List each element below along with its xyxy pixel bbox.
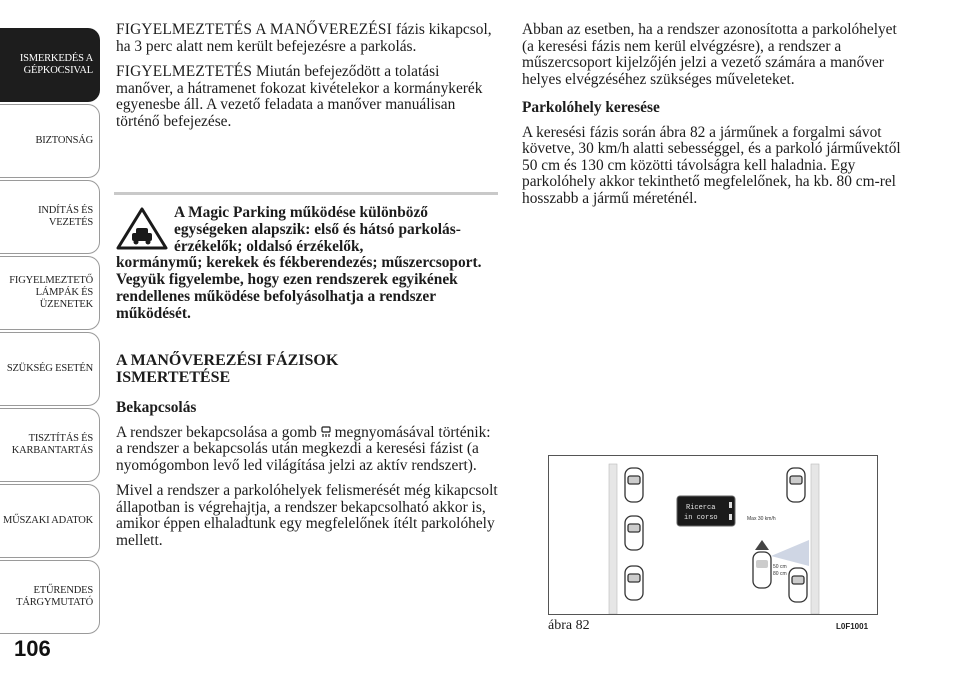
left-column-lower xyxy=(116,352,498,558)
paragraph-identified: Abban az esetben, ha a rendszer azonosította a parkolóhelyet (a keresési fázis nem kerül elvégzésre), a rendszer a műszercsoport kijelzőjén jelzi a vezető számára a manőver helyes elvégzéséhez szükséges műveleteket. xyxy=(522,21,897,88)
tab-muszaki[interactable]: MŰSZAKI ADATOK xyxy=(0,484,100,558)
moving-car xyxy=(753,540,771,588)
right-column xyxy=(522,22,906,216)
warning-text-indented: A Magic Parking működése különböző egységeken alapszik: első és hátsó parkolás-érzékelők; oldalsó érzékelők, xyxy=(174,204,461,255)
tab-biztonsag[interactable]: BIZTONSÁG xyxy=(0,104,100,178)
tab-inditas[interactable]: INDÍTÁS ÉS VEZETÉS xyxy=(0,180,100,254)
paragraph-warning-finish xyxy=(116,64,498,130)
left-column xyxy=(116,22,498,139)
warning-text-rest: kormánymű; kerekek és fékberendezés; műszercsoport. Vegyük figyelembe, hogy ezen rendszerek egyikének rendellenes működése befolyásolhatja a rendszer működését. xyxy=(116,254,482,322)
parking-button-icon xyxy=(321,426,331,438)
tab-targymutato[interactable]: ETŰRENDES TÁRGYMUTATÓ xyxy=(0,560,100,634)
tab-szukseg[interactable]: SZÜKSÉG ESETÉN xyxy=(0,332,100,406)
tab-ismerkedes[interactable]: ISMERKEDÉS A GÉPKOCSIVAL xyxy=(0,28,100,102)
parking-diagram xyxy=(549,456,878,615)
paragraph-activation: A rendszer bekapcsolása a gomb megnyomásával történik: a rendszer a bekapcsolás után megkezdi a keresési fázist (a nyomógombon levő led világítása jelzi az aktív rendszert). xyxy=(116,423,491,474)
instrument-display xyxy=(677,496,735,526)
tab-tisztitas[interactable]: TISZTÍTÁS ÉS KARBANTARTÁS xyxy=(0,408,100,482)
paragraph-search: A keresési fázis során ábra 82 a járműnek a forgalmi sávot követve, 30 km/h alatti sebességgel, és a parkoló járművektől 50 cm és 130 cm közötti távolságra kell haladnia. Egy parkolóhely akkor tekinthető megfelelőnek, ha kb. 80 cm-rel hosszabb a jármű méreténél. xyxy=(522,123,901,207)
svg-text:in corso: in corso xyxy=(684,514,718,522)
parked-car xyxy=(625,468,643,600)
distance-label-80: 80 cm xyxy=(773,571,787,577)
paragraph-recognition: Mivel a rendszer a parkolóhelyek felismerését még kikapcsolt állapotban is végrehajtja, a rendszer bekapcsolható akkor is, amikor éppen elhaladtunk egy megfelelőnek ítélt parkolóhely mellett. xyxy=(116,482,498,549)
svg-text:Ricerca: Ricerca xyxy=(686,504,716,512)
distance-label-50: 50 cm xyxy=(773,564,787,570)
parked-car xyxy=(787,468,807,602)
figure-82 xyxy=(548,455,878,615)
subheading-parkolohely: Parkolóhely keresése xyxy=(522,99,660,116)
caps-lead: FIGYELMEZTETÉS A MANŐVEREZÉSI xyxy=(116,21,392,38)
page-number: 106 xyxy=(14,636,51,661)
subheading-bekapcsolas: Bekapcsolás xyxy=(116,399,197,416)
paragraph-text: fázis kikapcsol, ha 3 perc alatt nem került befejezésre a parkolás. xyxy=(116,21,492,55)
caps-lead: FIGYELMEZTETÉS xyxy=(116,63,253,80)
tab-figyelmezteto[interactable]: FIGYELMEZTETŐ LÁMPÁK ÉS ÜZENETEK xyxy=(0,256,100,330)
warning-box-text xyxy=(116,205,496,323)
speed-limit-label: Max 30 km/h xyxy=(747,516,776,522)
paragraph-text: Miután befejeződött a tolatási manőver, a hátramenet fokozat kivételekor a kormánykerék egyenesbe áll. A vezető feladata a manőver manuálisan történő befejezése. xyxy=(116,63,483,130)
section-title: A MANŐVEREZÉSI FÁZISOK ISMERTETÉSE xyxy=(116,352,339,386)
figure-caption: ábra 82 xyxy=(548,618,590,633)
warning-divider xyxy=(114,192,498,195)
figure-code: L0F1001 xyxy=(836,622,869,631)
paragraph-warning-phase xyxy=(116,22,498,55)
